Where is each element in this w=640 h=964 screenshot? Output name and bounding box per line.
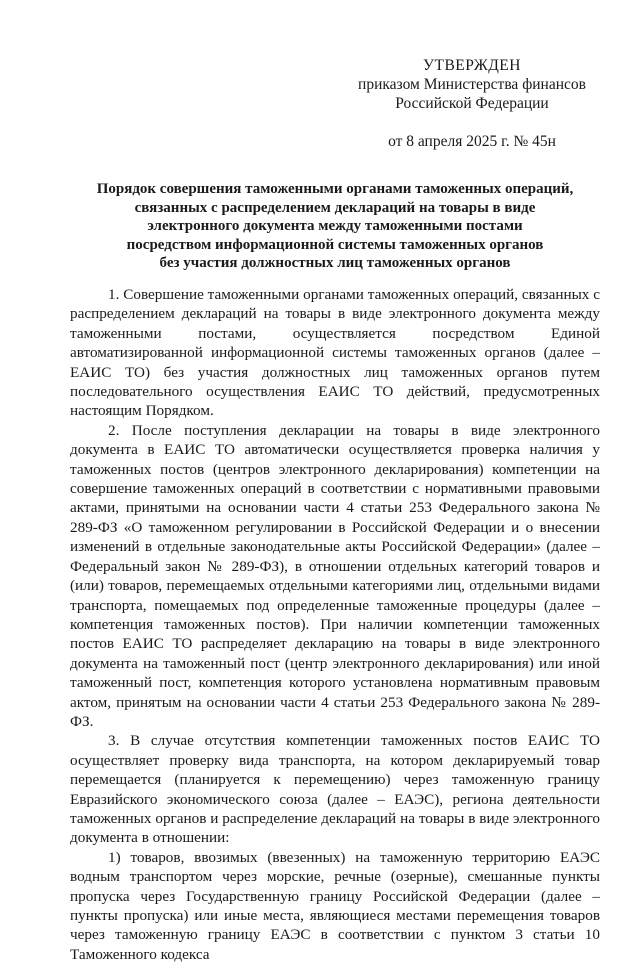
document-body <box>70 285 600 964</box>
title-line: посредством информационной системы таможенных органов <box>126 236 544 253</box>
title-line: без участия должностных лиц таможенных органов <box>159 255 511 272</box>
approval-title: УТВЕРЖДЕН <box>423 57 521 74</box>
paragraph-3-item-1: 1) товаров, ввозимых (ввезенных) на таможенную территорию ЕАЭС водным транспортом через морские, речные (озерные), смешанные пункты пропуска через Государственную границу Российской Федерации (далее – пункты пропуска) или иные места, являющиеся местами перемещения товаров через таможенную границу ЕАЭС в соответствии с пунктом 3 статьи 10 Таможенного кодекса <box>70 848 600 963</box>
paragraph-1: 1. Совершение таможенными органами таможенных операций, связанных с распределением деклараций на товары в виде электронного документа между таможенными постами, осуществляется посредством Единой автоматизированной информационной системы таможенных органов (далее – ЕАИС ТО) без участия должностных лиц таможенных органов путем последовательного осуществления ЕАИС ТО действий, предусмотренных настоящим Порядком. <box>70 286 600 420</box>
title-line: электронного документа между таможенными постами <box>147 218 523 235</box>
document-title <box>70 180 600 273</box>
approval-order: от 8 апреля 2025 г. № 45н <box>388 133 556 150</box>
title-line: Порядок совершения таможенными органами таможенных операций, <box>96 181 574 197</box>
title-line: связанных с распределением деклараций на товары в виде <box>134 199 536 216</box>
approval-line-2: Российской Федерации <box>395 95 549 112</box>
paragraph-3: 3. В случае отсутствия компетенции таможенных постов ЕАИС ТО осуществляет проверку вида транспорта, на котором декларируемый товар перемещается (планируется к перемещению) через таможенную границу Евразийского экономического союза (далее – ЕАЭС), региона деятельности таможенных органов и распределение деклараций на товары в виде электронного документа в отношении: <box>70 732 600 847</box>
approval-line-1: приказом Министерства финансов <box>358 76 586 93</box>
approval-block <box>352 56 592 151</box>
paragraph-2: 2. После поступления декларации на товары в виде электронного документа в ЕАИС ТО автоматически осуществляется проверка наличия у таможенных постов (центров электронного декларирования) компетенции на совершение таможенных операций в соответствии с нормативными правовыми актами, принятыми на основании части 4 статьи 253 Федерального закона № 289-ФЗ «О таможенном регулировании в Российской Федерации и о внесении изменений в отдельные законодательные акты Российской Федерации» (далее – Федеральный закон № 289-ФЗ), в отношении отдельных категорий товаров и (или) товаров, перемещаемых отдельными категориями лиц, отдельными видами транспорта, помещаемых под определенные таможенные процедуры (далее – компетенция таможенных постов). При наличии компетенции таможенных постов ЕАИС ТО распределяет декларацию на товары в виде электронного документа на таможенный пост (центр электронного декларирования) или иной таможенный пост, компетенция которого установлена нормативным правовым актом, принятым на основании части 4 статьи 253 Федерального закона № 289-ФЗ. <box>70 421 600 730</box>
